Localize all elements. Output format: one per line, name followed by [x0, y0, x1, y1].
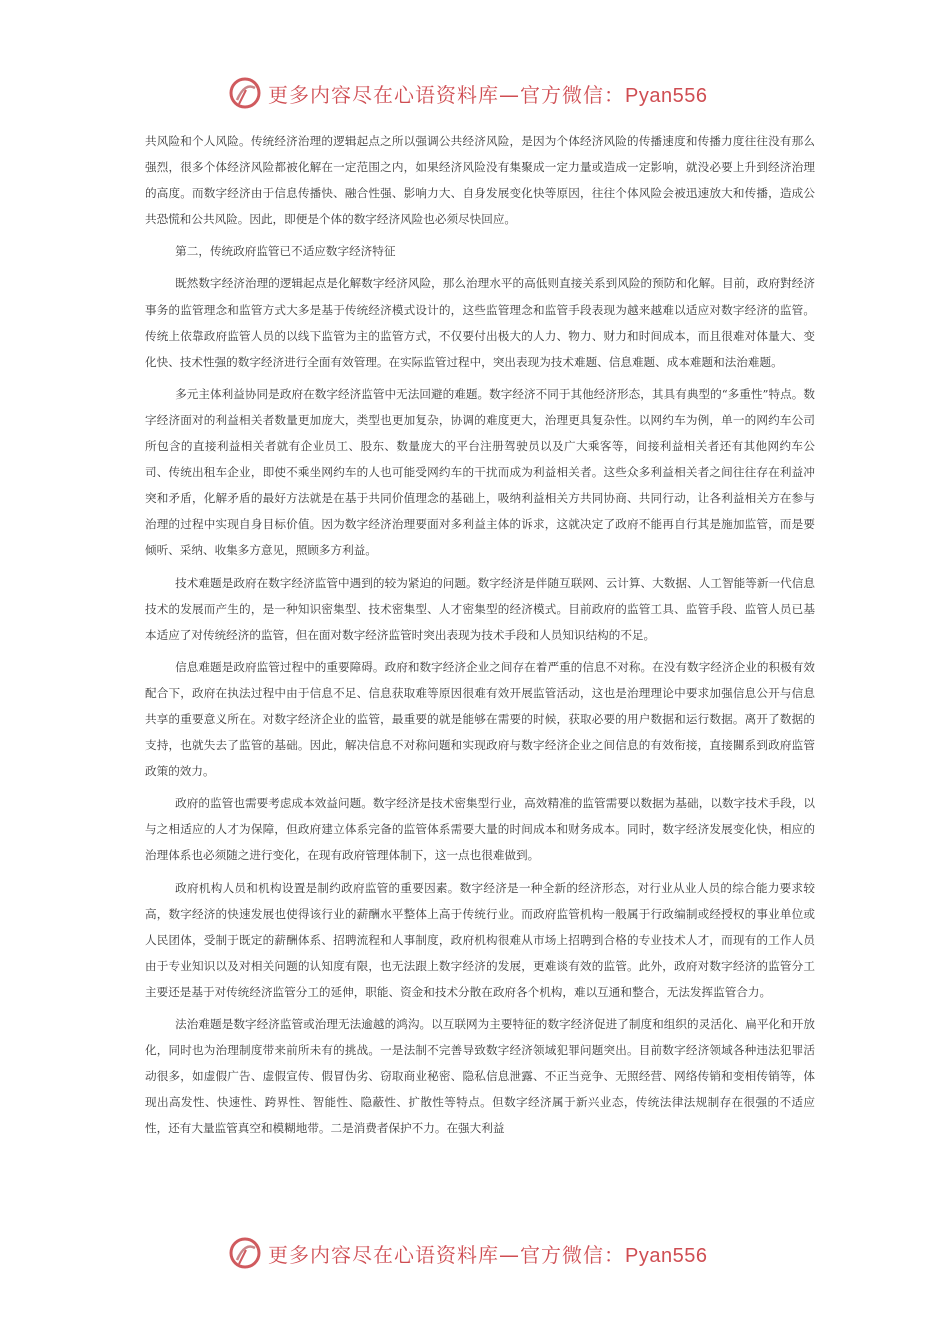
paragraph: 既然数字经济治理的逻辑起点是化解数字经济风险，那么治理水平的高低则直接关系到风险的预防和化解。目前，政府對经济事务的监管理念和监管方式大多是基于传统经济模式设计的，这些监管理念和监管手段表现为越来越难以适应对数字经济的监管。传统上依靠政府监管人员的以线下监管为主的监管方式，不仅要付出极大的人力、物力、财力和时间成本，而且很难对体量大、变化快、技术性强的数字经济进行全面有效管理。在实际监管过程中，突出表现为技术难题、信息难题、成本难题和法治难题。 [145, 276, 815, 369]
brand-logo-icon [228, 1236, 262, 1270]
paragraph: 共风险和个人风险。传统经济治理的逻辑起点之所以强调公共经济风险，是因为个体经济风险的传播速度和传播力度往往没有那么强烈，很多个体经济风险都被化解在一定范围之内，如果经济风险没有集聚成一定力量或造成一定影响，就没必要上升到经济治理的高度。而数字经济由于信息传播快、融合性强、影响力大、自身发展变化快等原因，往往个体风险会被迅速放大和传播，造成公共恐慌和公共风险。因此，即便是个体的数字经济风险也必须尽快回应。 [145, 134, 815, 227]
paragraph: 多元主体利益协同是政府在数字经济监管中无法回避的难题。数字经济不同于其他经济形态，其具有典型的“多重性”特点。数字经济面对的利益相关者数量更加庞大，类型也更加复杂，协调的难度更大，治理更具复杂性。以网约车为例，单一的网约车公司所包含的直接利益相关者就有企业员工、股东、数量庞大的平台注册驾驶员以及广大乘客等，间接利益相关者还有其他网约车公司、传统出租车企业，即使不乘坐网约车的人也可能受网约车的干扰而成为利益相关者。这些众多利益相关者之间往往存在利益冲突和矛盾，化解矛盾的最好方法就是在基于共同价值理念的基础上，吸纳利益相关方共同协商、共同行动，让各利益相关方在参与治理的过程中实现自身目标价值。因为数字经济治理要面对多利益主体的诉求，这就决定了政府不能再自行其是施加监管，而是要倾听、采纳、收集多方意见，照顾多方利益。 [145, 386, 815, 558]
paragraph: 政府机构人员和机构设置是制约政府监管的重要因素。数字经济是一种全新的经济形态，对行业从业人员的综合能力要求较高，数字经济的快速发展也使得该行业的薪酬水平整体上高于传统行业。而政府监管机构一般属于行政编制或经授权的事业单位或人民团体，受制于既定的薪酬体系、招聘流程和人事制度，政府机构很难从市场上招聘到合格的专业技术人才，而现有的工作人员由于专业知识以及对相关问题的认知度有限，也无法跟上数字经济的发展，更难谈有效的监管。此外，政府对数字经济的监管分工主要还是基于对传统经济监管分工的延伸，职能、资金和技术分散在政府各个机构，难以互通和整合，无法发挥监管合力。 [145, 880, 815, 999]
paragraph: 技术难题是政府在数字经济监管中遇到的较为紧迫的问题。数字经济是伴随互联网、云计算、大数据、人工智能等新一代信息技术的发展而产生的，是一种知识密集型、技术密集型、人才密集型的经济模式。目前政府的监管工具、监管手段、监管人员已基本适应了对传统经济的监管，但在面对数字经济监管时突出表现为技术手段和人员知识结构的不足。 [145, 575, 815, 642]
section-heading: 第二，传统政府监管已不适应数字经济特征 [175, 244, 396, 259]
header-banner [228, 73, 788, 113]
paragraph: 政府的监管也需要考虑成本效益问题。数字经济是技术密集型行业，高效精准的监管需要以数据为基础，以数字技术手段，以与之相适应的人才为保障，但政府建立体系完备的监管体系需要大量的时间成本和财务成本。同时，数字经济发展变化快，相应的治理体系也必须随之进行变化，在现有政府管理体制下，这一点也很难做到。 [145, 796, 815, 863]
paragraph: 信息难题是政府监管过程中的重要障碍。政府和数字经济企业之间存在着严重的信息不对称。在没有数字经济企业的积极有效配合下，政府在执法过程中由于信息不足、信息获取难等原因很难有效开展监管活动，这也是治理理论中要求加强信息公开与信息共享的重要意义所在。对数字经济企业的监管，最重要的就是能够在需要的时候，获取必要的用户数据和运行数据。离开了数据的支持，也就失去了监管的基础。因此，解决信息不对称问题和实现政府与数字经济企业之间信息的有效衔接，直接關系到政府监管政策的效力。 [145, 659, 815, 779]
brand-logo-icon [228, 76, 262, 110]
paragraph: 法治难题是数字经济监管或治理无法逾越的鸿沟。以互联网为主要特征的数字经济促进了制度和组织的灵活化、扁平化和开放化，同时也为治理制度带来前所未有的挑战。一是法制不完善导致数字经济领域犯罪问题突出。目前数字经济领域各种违法犯罪活动很多，如虚假广告、虚假宣传、假冒伪劣、窃取商业秘密、隐私信息泄露、不正当竞争、无照经营、网络传销和变相传销等，体现出高发性、快速性、跨界性、智能性、隐蔽性、扩散性等特点。但数字经济属于新兴业态，传统法律法规制存在很强的不适应性，还有大量监管真空和模糊地带。二是消费者保护不力。在强大利益 [145, 1017, 815, 1136]
document-body [145, 128, 815, 1147]
banner-text: 更多内容尽在心语资料库—官方微信：Pyan556 [268, 82, 708, 107]
banner-text: 更多内容尽在心语资料库—官方微信：Pyan556 [268, 1242, 708, 1267]
footer-banner [228, 1233, 788, 1273]
